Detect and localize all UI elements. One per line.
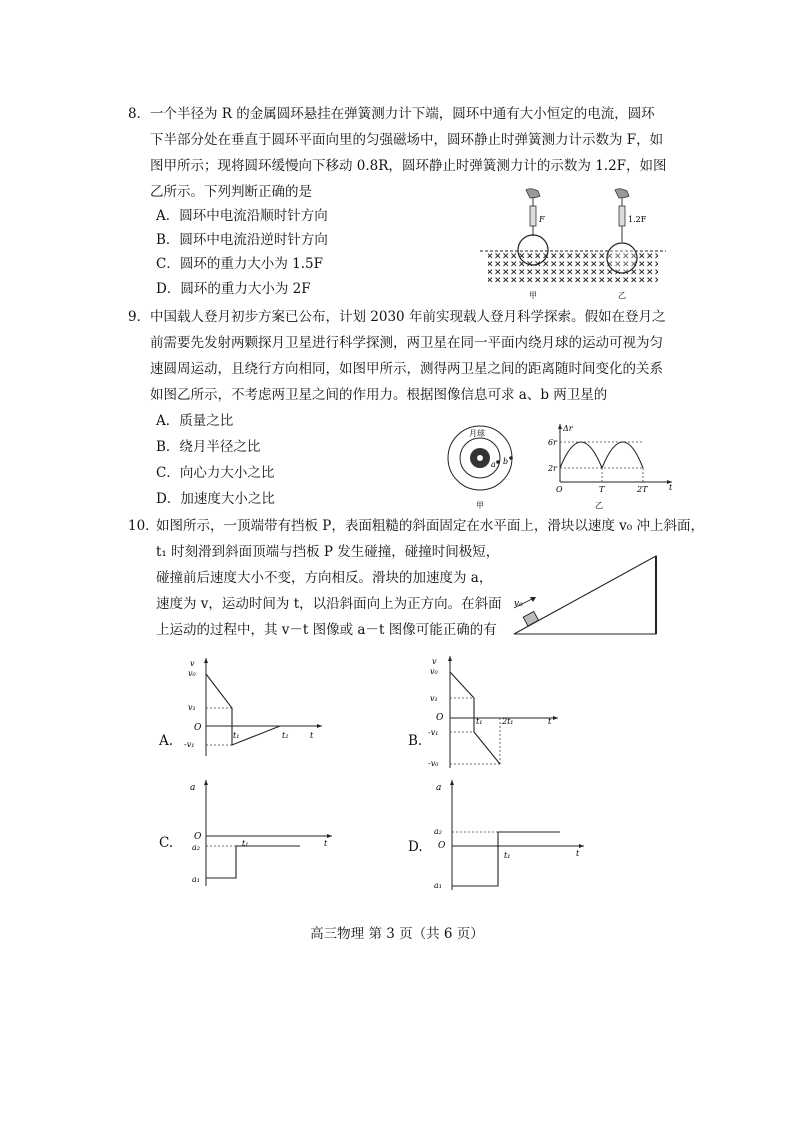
q8-line-2: 下半部分处在垂直于圆环平面向里的匀强磁场中，圆环静止时弹簧测力计示数为 F，如 (150, 132, 664, 148)
q9-number: 9． (128, 309, 151, 325)
q8-line-1: 一个半径为 R 的金属圆环悬挂在弹簧测力计下端，圆环中通有大小恒定的电流，圆环 (150, 106, 655, 122)
graph-b-y: v (432, 657, 437, 666)
q9-graph (548, 420, 678, 514)
graph-d-label: D. (408, 839, 423, 855)
graph-b-nv1: -v₁ (428, 728, 439, 737)
graph-c-t: t (324, 839, 328, 848)
satellite-b-icon (509, 456, 513, 460)
spring-scale-left-icon (530, 206, 536, 226)
graph-a-v0: v₀ (188, 669, 196, 678)
graph-c-y: a (190, 783, 196, 793)
q9-caption-b: 乙 (595, 501, 603, 510)
q8-option-b: B．圆环中电流沿逆时针方向 (156, 232, 328, 248)
q9-option-b: B．绕月半径之比 (156, 439, 261, 455)
graph-b-v0: v₀ (430, 667, 438, 676)
graph-a-label: A. (159, 733, 174, 749)
q10-line-2: t₁ 时刻滑到斜面顶端与挡板 P 发生碰撞，碰撞时间极短， (156, 544, 500, 560)
graph-a-y: v (190, 659, 195, 668)
graph-c-label: C. (159, 835, 174, 851)
graph-c (184, 776, 336, 888)
satellite-a-icon (496, 460, 500, 464)
graph-a-t2: t₂ (282, 731, 289, 740)
q9-curve (560, 442, 643, 468)
hand-left-icon (526, 189, 540, 198)
graph-b-t1: t₁ (476, 717, 483, 726)
graph-d (432, 776, 588, 892)
q10-line-4: 速度为 v，运动时间为 t，以沿斜面向上为正方向。在斜面 (156, 596, 502, 612)
q9-caption-a: 甲 (476, 501, 484, 510)
q9-moon-label: 月球 (469, 429, 485, 438)
q9-option-c: C．向心力大小之比 (156, 465, 275, 481)
graph-a-v1: v₁ (188, 703, 196, 712)
q9-option-a: A．质量之比 (156, 413, 234, 429)
q9-line-3: 速圆周运动，且绕行方向相同，如图甲所示，测得两卫星之间的距离随时间变化的关系 (150, 361, 663, 377)
graph-a-line (206, 674, 280, 745)
graph-c-a1: a₁ (192, 875, 200, 884)
q8-option-d: D．圆环的重力大小为 2F (156, 281, 311, 297)
q10-incline-figure (508, 552, 660, 638)
graph-a-nv1: -v₁ (184, 740, 195, 749)
graph-b-label: B. (408, 733, 423, 749)
q8-line-4: 乙所示。下列判断正确的是 (150, 184, 312, 200)
q8-caption-a: 甲 (529, 291, 537, 300)
graph-b-nv0: -v₀ (428, 759, 439, 768)
graph-d-t1: t₁ (504, 851, 511, 860)
q8-line-3: 图甲所示；现将圆环缓慢向下移动 0.8R，圆环静止时弹簧测力计的示数为 1.2F，如图 (150, 158, 667, 174)
q8-label-12f: 1.2F (628, 215, 647, 224)
graph-d-a2: a₂ (434, 827, 442, 836)
ring-right-icon (607, 243, 637, 273)
q9-sat-a: a (491, 460, 496, 469)
q9-y6r: 6r (548, 438, 557, 447)
q9-line-4: 如图乙所示，不考虑两卫星之间的作用力。根据图像信息可求 a、b 两卫星的 (150, 387, 608, 403)
q9-y2r: 2r (548, 464, 557, 473)
q9-tick-t: T (599, 485, 605, 494)
graph-a (184, 652, 326, 760)
graph-a-t1: t₁ (233, 731, 240, 740)
q8-caption-b: 乙 (618, 291, 626, 300)
q10-line-5: 上运动的过程中，其 v－t 图像或 a－t 图像可能正确的有 (156, 622, 497, 638)
q10-number: 10． (128, 518, 159, 534)
graph-d-t: t (576, 849, 580, 858)
graph-c-line (206, 846, 300, 878)
graph-b-t: t (548, 717, 552, 726)
graph-b (428, 652, 563, 770)
q10-line-3: 碰撞前后速度大小不变，方向相反。滑块的加速度为 a， (156, 570, 493, 586)
q9-axis-dr: Δr (563, 424, 573, 433)
graph-c-t1: t₁ (242, 839, 249, 848)
q9-axis-t: t (669, 483, 673, 492)
q10-line-1: 如图所示，一顶端带有挡板 P，表面粗糙的斜面固定在水平面上，滑块以速度 v₀ 冲上斜面， (156, 518, 704, 534)
q9-origin: O (556, 485, 563, 494)
graph-d-y: a (436, 783, 442, 793)
q8-option-c: C．圆环的重力大小为 1.5F (156, 256, 323, 272)
graph-b-v1: v₁ (430, 694, 438, 703)
q8-number: 8． (128, 106, 151, 122)
q8-option-a: A．圆环中电流沿顺时针方向 (156, 208, 328, 224)
q9-line-2: 前需要先发射两颗探月卫星进行科学探测，两卫星在同一平面内绕月球的运动可视为匀 (150, 335, 663, 351)
graph-a-t: t (310, 731, 314, 740)
graph-b-t2: 2t₁ (502, 717, 514, 726)
graph-d-a1: a₁ (434, 881, 442, 890)
graph-c-o: O (194, 832, 202, 842)
graph-d-o: O (438, 841, 446, 851)
ring-left-icon (518, 235, 548, 265)
q8-figure (478, 188, 674, 302)
graph-c-a2: a₂ (192, 843, 200, 852)
q9-line-1: 中国载人登月初步方案已公布，计划 2030 年前实现载人登月科学探索。假如在登月之 (150, 309, 666, 325)
q9-tick-2t: 2T (637, 485, 648, 494)
slider-block-icon (523, 611, 538, 626)
hand-right-icon (615, 189, 629, 198)
q10-v0-label: v₀ (514, 599, 523, 609)
q8-label-f: F (539, 215, 545, 224)
q9-orbit-figure (442, 418, 522, 512)
page-footer: 高三物理 第 3 页（共 6 页） (310, 926, 484, 942)
spring-scale-right-icon (619, 206, 625, 226)
graph-b-o: O (436, 713, 444, 723)
q9-sat-b: b (503, 457, 509, 466)
graph-a-o: O (194, 723, 202, 733)
q9-option-d: D．加速度大小之比 (156, 491, 275, 507)
